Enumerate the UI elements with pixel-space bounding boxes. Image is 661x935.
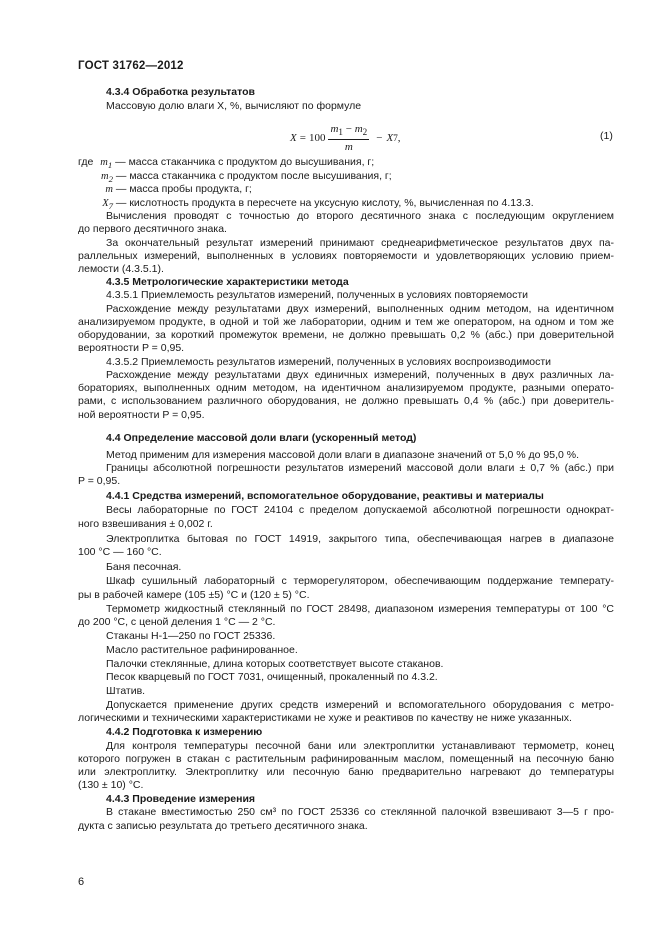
paragraph-line: Допускается применение других средств измерений и вспомогательного оборудования с метро- xyxy=(106,699,614,711)
paragraph-line: оборудовании, за короткий промежуток времени, не должно превышать 0,2 % (абс.) при доверительной xyxy=(78,329,614,341)
section-title-4-4: 4.4 Определение массовой доли влаги (ускоренный метод) xyxy=(106,432,417,444)
formula-tail-var: X xyxy=(386,132,394,144)
definition-text: — масса стаканчика с продуктом после высушивания, г; xyxy=(115,170,392,182)
definition-var: $m_1$ xyxy=(100,157,113,171)
paragraph-line: ного взвешивания ± 0,002 г. xyxy=(78,518,213,530)
paragraph-line: Шкаф сушильный лабораторный с терморегулятором, обеспечивающим поддержание температу- xyxy=(106,575,614,587)
paragraph-line: лемости (4.3.5.1). xyxy=(78,263,164,275)
paragraph-line: Для контроля температуры песочной бани или электроплитки устанавливают термометр, конец xyxy=(106,740,614,752)
definition-text: — масса стаканчика с продуктом до высушивания, г; xyxy=(115,156,375,168)
definition-var: $X_7$ xyxy=(102,198,113,212)
definition-text: — кислотность продукта в пересчете на уксусную кислоту, %, вычисленная по 4.13.3. xyxy=(115,197,534,209)
section-title-4-4-2: 4.4.2 Подготовка к измерению xyxy=(106,726,263,738)
paragraph-line: Расхождение между результатами двух измерений, выполненных одним методом, на идентичном xyxy=(106,303,614,315)
formula-den-var: m xyxy=(344,141,353,154)
paragraph-line: до первого десятичного знака. xyxy=(78,223,227,235)
formula-numerator xyxy=(328,123,369,140)
formula-coef: 100 xyxy=(308,132,326,144)
paragraph-line: Штатив. xyxy=(106,685,146,697)
paragraph-line: Метод применим для измерения массовой доли влаги в диапазоне значений от 5,0 % до 95,0 %. xyxy=(106,449,580,461)
paragraph-line: (130 ± 10) °С. xyxy=(78,779,144,791)
section-title-4-3-4: 4.3.4 Обработка результатов xyxy=(106,86,255,98)
paragraph-line: раллельных измерений, выполненных в условиях повторяемости и удовлетворяющих условию прием- xyxy=(78,250,614,262)
formula-tail-sub: 7 xyxy=(393,133,398,143)
paragraph-line: Термометр жидкостный стеклянный по ГОСТ 28498, диапазоном измерения температуры от 100 °С xyxy=(106,603,614,615)
paragraph-line: или электроплитку. Электроплитку или песочную баню предварительно нагревают до температуры xyxy=(78,766,614,778)
paragraph-line: Расхождение между результатами двух единичных измерений, полученных в двух различных ла- xyxy=(106,369,614,381)
section-title-4-3-5: 4.3.5 Метрологические характеристики метода xyxy=(106,276,349,288)
paragraph-line: бораториях, выполненных одним методом, на идентичном анализируемом продукте, разными операто- xyxy=(78,382,614,394)
paragraph-line: За окончательный результат измерений принимают среднеарифметическое результатов двух па- xyxy=(106,237,614,249)
paragraph-line: Масло растительное рафинированное. xyxy=(106,644,298,656)
formula-equals: = xyxy=(299,132,306,144)
paragraph-line: Электроплитка бытовая по ГОСТ 14919, закрытого типа, обеспечивающая нагрев в диапазоне xyxy=(106,533,614,545)
paragraph-line: ной вероятности P = 0,95. xyxy=(78,409,205,421)
paragraph-line: до 200 °С, с ценой деления 1 °С — 2 °С. xyxy=(78,616,276,628)
paragraph-line: Баня песочная. xyxy=(106,561,182,573)
definition-var: m xyxy=(105,184,113,195)
definition-var: $m_2$ xyxy=(101,171,113,185)
formula-lhs: X xyxy=(290,132,297,144)
formula-intro: Массовую долю влаги X, %, вычисляют по формуле xyxy=(106,100,362,112)
paragraph-line: анализируемом продукте, в одной и той же лаборатории, одним и тем же оператором, на одном и том же xyxy=(78,316,614,328)
subsection-title-4-3-5-2: 4.3.5.2 Приемлемость результатов измерений, полученных в условиях воспроизводимости xyxy=(106,356,552,368)
formula-denominator xyxy=(345,140,353,153)
formula-num-var-b: m xyxy=(354,122,363,135)
formula-number: (1) xyxy=(600,130,613,142)
page-number: 6 xyxy=(78,876,85,888)
formula-tail-comma: , xyxy=(397,132,401,144)
formula-num-minus: − xyxy=(345,122,352,135)
document-code-header: ГОСТ 31762—2012 xyxy=(78,60,184,72)
section-title-4-4-1: 4.4.1 Средства измерений, вспомогательное оборудование, реактивы и материалы xyxy=(106,490,544,502)
paragraph-line: вероятности P = 0,95. xyxy=(78,342,185,354)
paragraph-line: P = 0,95. xyxy=(78,475,121,487)
paragraph-line: дукта с записью результата до третьего десятичного знака. xyxy=(78,820,368,832)
paragraph-line: которого погружен в стакан с растительным рафинированным маслом, помещенный на песочную баню xyxy=(78,753,614,765)
paragraph-line: Стаканы Н-1—250 по ГОСТ 25336. xyxy=(106,630,276,642)
formula-minus: − xyxy=(376,132,383,144)
formula-num-sub-a: 1 xyxy=(338,127,343,138)
paragraph-line: Вычисления проводят с точностью до второго десятичного знака с последующим округлением xyxy=(106,210,614,222)
formula-fraction xyxy=(328,123,369,153)
formula-num-sub-b: 2 xyxy=(362,127,368,138)
paragraph-line: 100 °С — 160 °С. xyxy=(78,546,162,558)
formula-1 xyxy=(290,124,401,152)
paragraph-line: Весы лабораторные по ГОСТ 24104 с пределом допускаемой абсолютной погрешности однократ- xyxy=(106,504,614,516)
paragraph-line: Границы абсолютной погрешности результатов измерений массовой доли влаги ± 0,7 % (абс.) при xyxy=(106,462,614,474)
paragraph-line: ры в рабочей камере (105 ±5) °С и (120 ± 5) °С. xyxy=(78,589,310,601)
paragraph-line: Палочки стеклянные, длина которых соответствует высоте стаканов. xyxy=(106,658,444,670)
paragraph-line: рами, с использованием различного оборудования, не должно превышать 0,4 % (абс.) при доверитель- xyxy=(78,395,614,407)
definition-prefix: где xyxy=(78,156,94,168)
definition-text: — масса пробы продукта, г; xyxy=(115,183,252,195)
paragraph-line: Песок кварцевый по ГОСТ 7031, очищенный, прокаленный по 4.3.2. xyxy=(106,671,438,683)
paragraph-line: В стакане вместимостью 250 см³ по ГОСТ 25336 со стеклянной палочкой взвешивают 3—5 г про- xyxy=(106,806,614,818)
formula-num-var-a: m xyxy=(330,122,339,135)
subsection-title-4-3-5-1: 4.3.5.1 Приемлемость результатов измерений, полученных в условиях повторяемости xyxy=(106,289,529,301)
section-title-4-4-3: 4.4.3 Проведение измерения xyxy=(106,793,256,805)
paragraph-line: логическими и техническими характеристиками не хуже и реактивов по качеству не ниже указанных. xyxy=(78,712,572,724)
